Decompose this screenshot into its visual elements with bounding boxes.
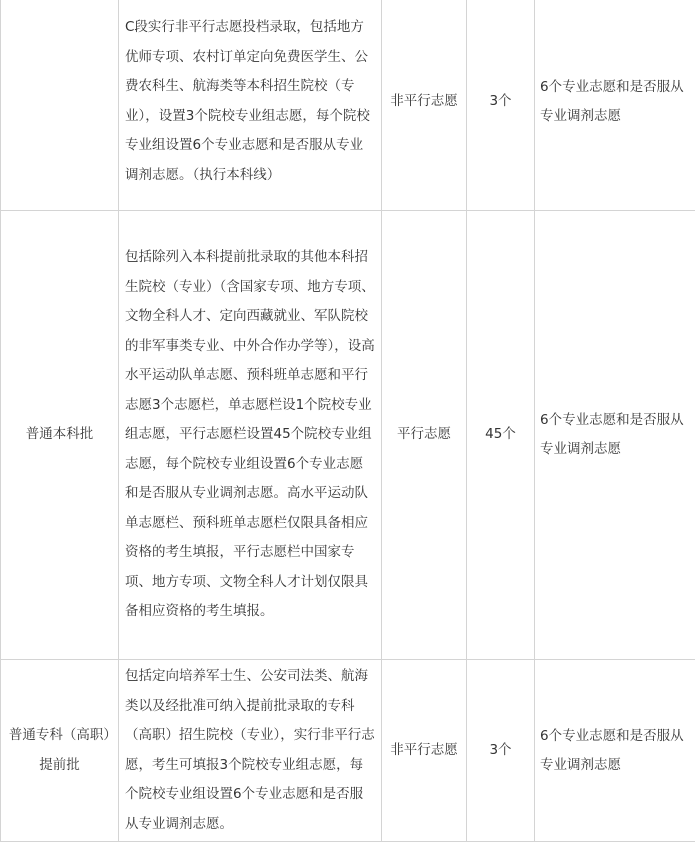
count-cell: 3个 [467, 660, 535, 842]
batch-cell [1, 0, 119, 211]
batch-cell: 普通本科批 [1, 211, 119, 660]
table-row [1, 0, 695, 211]
description-cell [119, 0, 382, 211]
mode-cell: 非平行志愿 [382, 660, 467, 842]
description-cell [119, 211, 382, 660]
count-cell: 3个 [467, 0, 535, 211]
description-text: C段实行非平行志愿投档录取，包括地方优师专项、农村订单定向免费医学生、公费农科生、航海类等本科招生院校（专业），设置3个院校专业组志愿，每个院校专业组设置6个专业志愿和是否服从专业调剂志愿。（执行本科线） [125, 13, 375, 190]
description-text: 包括除列入本科提前批录取的其他本科招生院校（专业）（含国家专项、地方专项、文物全科人才、定向西藏就业、军队院校的非军事类专业、中外合作办学等），设高水平运动队单志愿、预科班单志愿和平行志愿3个志愿栏，单志愿栏设1个院校专业组志愿，平行志愿栏设置45个院校专业组志愿，每个院校专业组设置6个专业志愿和是否服从专业调剂志愿。高水平运动队单志愿栏、预科班单志愿栏仅限具备相应资格的考生填报，平行志愿栏中国家专项、地方专项、文物全科人才计划仅限具备相应资格的考生填报。 [125, 243, 375, 627]
table-row [1, 660, 695, 842]
description-text: 包括定向培养军士生、公安司法类、航海类以及经批准可纳入提前批录取的专科（高职）招生院校（专业），实行非平行志愿，考生可填报3个院校专业组志愿，每个院校专业组设置6个专业志愿和是否服从专业调剂志愿。 [125, 662, 375, 839]
note-cell: 6个专业志愿和是否服从专业调剂志愿 [535, 211, 695, 660]
mode-cell: 平行志愿 [382, 211, 467, 660]
note-cell: 6个专业志愿和是否服从专业调剂志愿 [535, 0, 695, 211]
batch-cell: 普通专科（高职）提前批 [1, 660, 119, 842]
note-cell: 6个专业志愿和是否服从专业调剂志愿 [535, 660, 695, 842]
count-cell: 45个 [467, 211, 535, 660]
table-row [1, 211, 695, 660]
description-cell [119, 660, 382, 842]
mode-cell: 非平行志愿 [382, 0, 467, 211]
